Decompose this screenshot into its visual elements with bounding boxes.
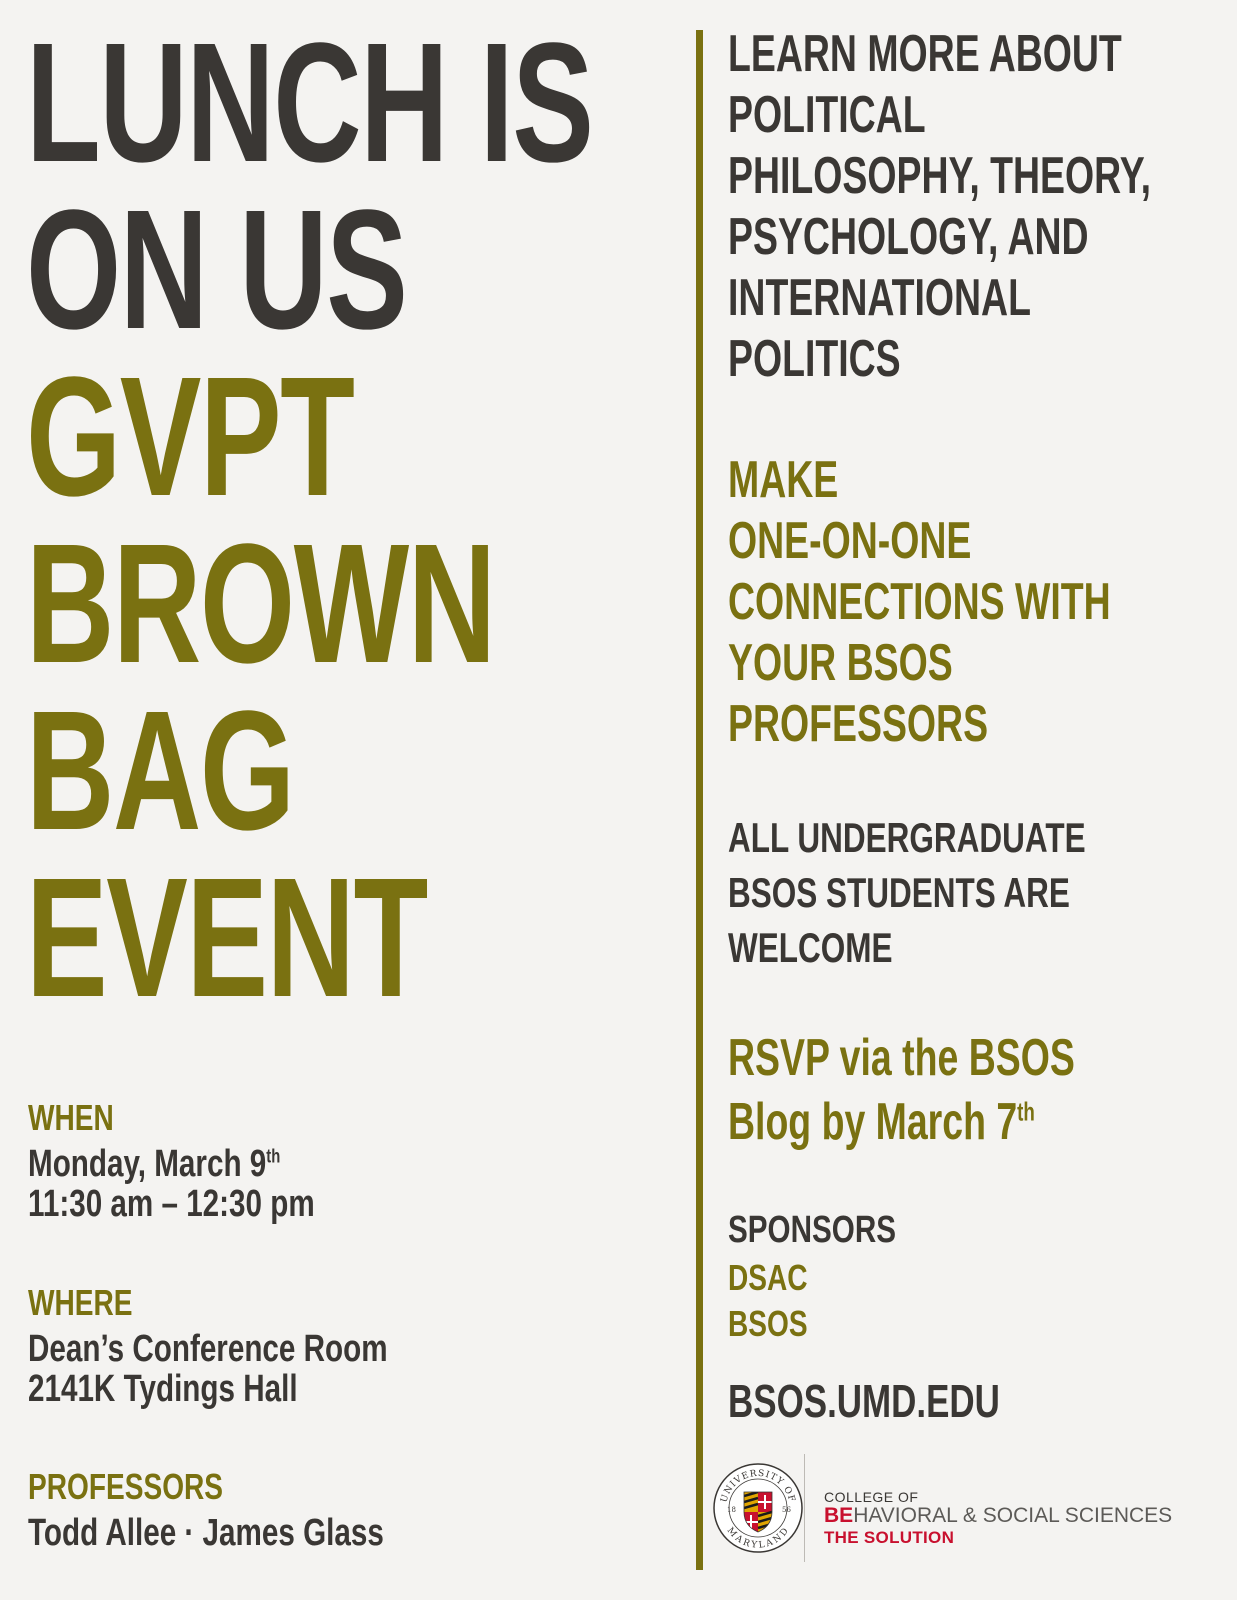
logo-separator [804, 1454, 805, 1562]
learn-line: PSYCHOLOGY, AND [728, 208, 1089, 266]
date-text: Monday, March 9 [28, 1143, 267, 1185]
sponsor-item: BSOS [728, 1303, 808, 1344]
connect-line: ONE-ON-ONE [728, 512, 972, 570]
headline-text: BROWN [26, 509, 495, 699]
seal-bottom-path: MARYLAND [724, 1525, 792, 1551]
the-solution-text: THE SOLUTION [824, 1528, 955, 1547]
connect-line: MAKE [728, 451, 839, 509]
headline-text: GVPT [26, 342, 354, 532]
headline-text: ON US [26, 175, 407, 365]
connect-line: YOUR BSOS [728, 634, 953, 692]
headline-line-4 [26, 509, 677, 699]
seal-year-left: 18 [727, 1506, 736, 1514]
headline-line-5 [26, 676, 398, 866]
headline-line-1 [26, 8, 813, 198]
umd-seal-icon [712, 1462, 804, 1554]
rsvp-suffix: th [1017, 1096, 1035, 1127]
professors-section [28, 1467, 484, 1555]
behavioral-rest: HAVIORAL & SOCIAL SCIENCES [853, 1504, 1173, 1527]
learn-line: POLITICAL [728, 86, 926, 144]
college-logo [712, 1452, 1232, 1582]
headline-text: BAG [26, 676, 294, 866]
professors-names: Todd Allee · James Glass [28, 1512, 384, 1554]
when-date [28, 1142, 280, 1186]
rsvp-section [728, 1026, 1210, 1154]
connect-section [728, 450, 1237, 755]
seal-top-path: UNIVERSITY OF [719, 1468, 797, 1504]
behavioral-sciences-text [824, 1504, 1172, 1528]
date-suffix: th [266, 1146, 281, 1168]
learn-line: PHILOSOPHY, THEORY, [728, 147, 1152, 205]
headline-line-2 [26, 175, 554, 365]
learn-line: POLITICS [728, 330, 901, 388]
when-time: 11:30 am – 12:30 pm [28, 1183, 315, 1225]
headline-text: EVENT [26, 843, 427, 1033]
connect-line: PROFESSORS [728, 695, 989, 753]
when-section [28, 1098, 396, 1226]
rsvp-line: RSVP via the BSOS [728, 1029, 1075, 1087]
rsvp-text: Blog by March 7 [728, 1093, 1018, 1151]
where-room: Dean’s Conference Room [28, 1328, 388, 1370]
headline-line-3 [26, 342, 481, 532]
where-section [28, 1283, 489, 1411]
sponsor-item: DSAC [728, 1257, 808, 1298]
when-label: WHEN [28, 1097, 114, 1138]
welcome-line: ALL UNDERGRADUATE [728, 814, 1086, 861]
headline-line-6 [26, 843, 583, 1033]
website-link[interactable]: BSOS.UMD.EDU [728, 1375, 1000, 1427]
college-of-text: COLLEGE OF [824, 1489, 919, 1505]
welcome-line: WELCOME [728, 924, 893, 971]
be-highlight: BE [824, 1504, 854, 1527]
learn-line: LEARN MORE ABOUT [728, 25, 1122, 83]
learn-section [728, 24, 1237, 390]
connect-line: CONNECTIONS WITH [728, 573, 1111, 631]
rsvp-line [728, 1090, 1035, 1154]
sponsors-section [728, 1208, 943, 1348]
where-building: 2141K Tydings Hall [28, 1368, 298, 1410]
where-label: WHERE [28, 1282, 133, 1323]
website[interactable] [728, 1376, 1086, 1426]
right-column [728, 0, 1228, 1600]
headline-text: LUNCH IS [26, 8, 593, 198]
welcome-line: BSOS STUDENTS ARE [728, 869, 1070, 916]
seal-year-right: 56 [782, 1506, 791, 1514]
sponsors-label: SPONSORS [728, 1209, 897, 1251]
professors-label: PROFESSORS [28, 1466, 224, 1507]
learn-line: INTERNATIONAL [728, 269, 1031, 327]
vertical-divider [696, 30, 703, 1570]
welcome-section [728, 810, 1205, 975]
